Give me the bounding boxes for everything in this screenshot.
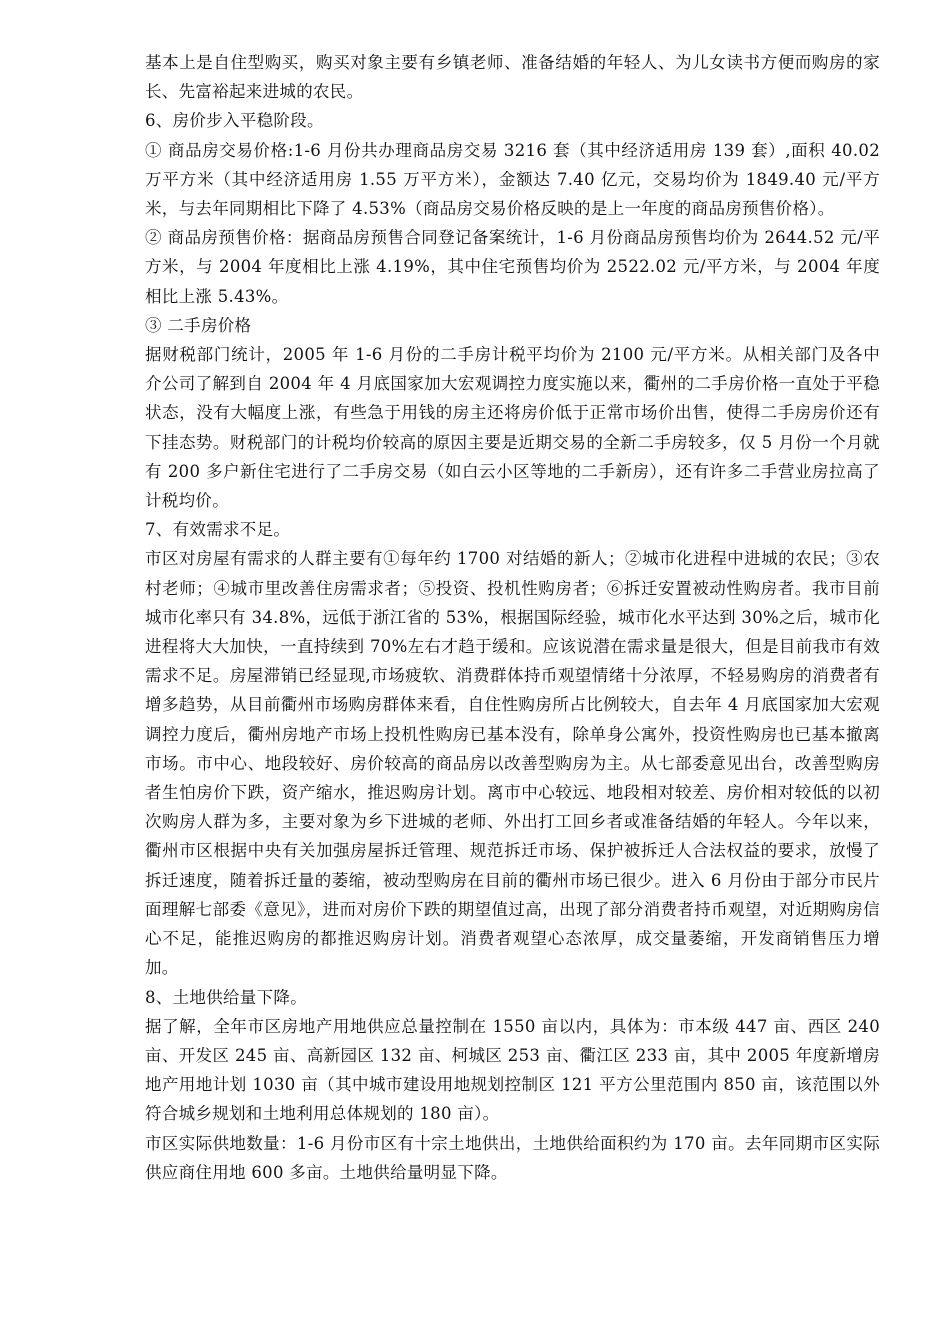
subheading-second-hand-price: ③ 二手房价格 <box>145 315 252 335</box>
paragraph-second-hand-price: 据财税部门统计，2005 年 1-6 月份的二手房计税平均价为 2100 元/平方米。从相关部门及各中介公司了解到自 2004 年 4 月底国家加大宏观调控力度实施以来，衢州的二手房价格一直处于平稳状态，没有大幅度上涨，有些急于用钱的房主还将房价低于正常市场价出售，使得二手房房价还有下挂态势。财税部门的计税均价较高的原因主要是近期交易的全新二手房较多，仅 5 月份一个月就有 200 多户新住宅进行了二手房交易（如白云小区等地的二手新房），还有许多二手营业房拉高了计税均价。 <box>145 345 880 511</box>
paragraph-demand: 市区对房屋有需求的人群主要有①每年约 1700 对结婚的新人；②城市化进程中进城的农民；③农村老师；④城市里改善住房需求者；⑤投资、投机性购房者；⑥拆迁安置被动性购房者。我市目前城市化率只有 34.8%，远低于浙江省的 53%，根据国际经验，城市化水平达到 30%之后，城市化进程将大大加快，一直持续到 70%左右才趋于缓和。应该说潜在需求量是很大，但是目前我市有效需求不足。房屋滞销已经显现,市场疲软、消费群体持币观望情绪十分浓厚，不轻易购房的消费者有增多趋势，从目前衢州市场购房群体来看，自住性购房所占比例较大，自去年 4 月底国家加大宏观调控力度后，衢州房地产市场上投机性购房已基本没有，除单身公寓外，投资性购房也已基本撤离市场。市中心、地段较好、房价较高的商品房以改善型购房为主。从七部委意见出台，改善型购房者生怕房价下跌，资产缩水，推迟购房计划。离市中心较远、地段相对较差、房价相对较低的以初次购房人群为多，主要对象为乡下进城的老师、外出打工回乡者或准备结婚的年轻人。今年以来，衢州市区根据中央有关加强房屋拆迁管理、规范拆迁市场、保护被拆迁人合法权益的要求，放慢了拆迁速度，随着拆迁量的萎缩，被动型购房在目前的衢州市场已很少。进入 6 月份由于部分市民片面理解七部委《意见》，进而对房价下跌的期望值过高，出现了部分消费者持币观望，对近期购房信心不足，能推迟购房的都推迟购房计划。消费者观望心态浓厚，成交量萎缩，开发商销售压力增加。 <box>145 549 880 978</box>
paragraph-presale-price: ② 商品房预售价格：据商品房预售合同登记备案统计，1-6 月份商品房预售均价为 2644.52 元/平方米，与 2004 年度相比上涨 4.19%，其中住宅预售均价为 2522.02 元/平方米，与 2004 年度相比上涨 5.43%。 <box>145 228 880 306</box>
paragraph-transaction-price: ① 商品房交易价格:1-6 月份共办理商品房交易 3216 套（其中经济适用房 139 套）,面积 40.02 万平方米（其中经济适用房 1.55 万平方米），金额达 7.40 亿元，交易均价为 1849.40 元/平方米，与去年同期相比下降了 4.53%（商品房交易价格反映的是上一年度的商品房预售价格）。 <box>145 140 880 219</box>
paragraph-intro: 基本上是自住型购买，购买对象主要有乡镇老师、准备结婚的年轻人、为儿女读书方便而购房的家长、先富裕起来进城的农民。 <box>145 53 880 102</box>
heading-price-stable: 6、房价步入平稳阶段。 <box>145 111 324 131</box>
heading-demand-insufficient: 7、有效需求不足。 <box>145 520 291 540</box>
document-body <box>145 48 880 1187</box>
paragraph-land-plan: 据了解，全年市区房地产用地供应总量控制在 1550 亩以内，具体为：市本级 447 亩、西区 240 亩、开发区 245 亩、高新园区 132 亩、柯城区 253 亩、衢江区 233 亩，其中 2005 年度新增房地产用地计划 1030 亩（其中城市建设用地规划控制区 121 平方公里范围内 850 亩，该范围以外符合城乡规划和土地利用总体规划的 180 亩）。 <box>145 1016 880 1124</box>
paragraph-land-actual: 市区实际供地数量：1-6 月份市区有十宗土地供出，土地供给面积约为 170 亩。去年同期市区实际供应商住用地 600 多亩。土地供给量明显下降。 <box>145 1133 880 1182</box>
heading-land-supply: 8、土地供给量下降。 <box>145 987 307 1007</box>
